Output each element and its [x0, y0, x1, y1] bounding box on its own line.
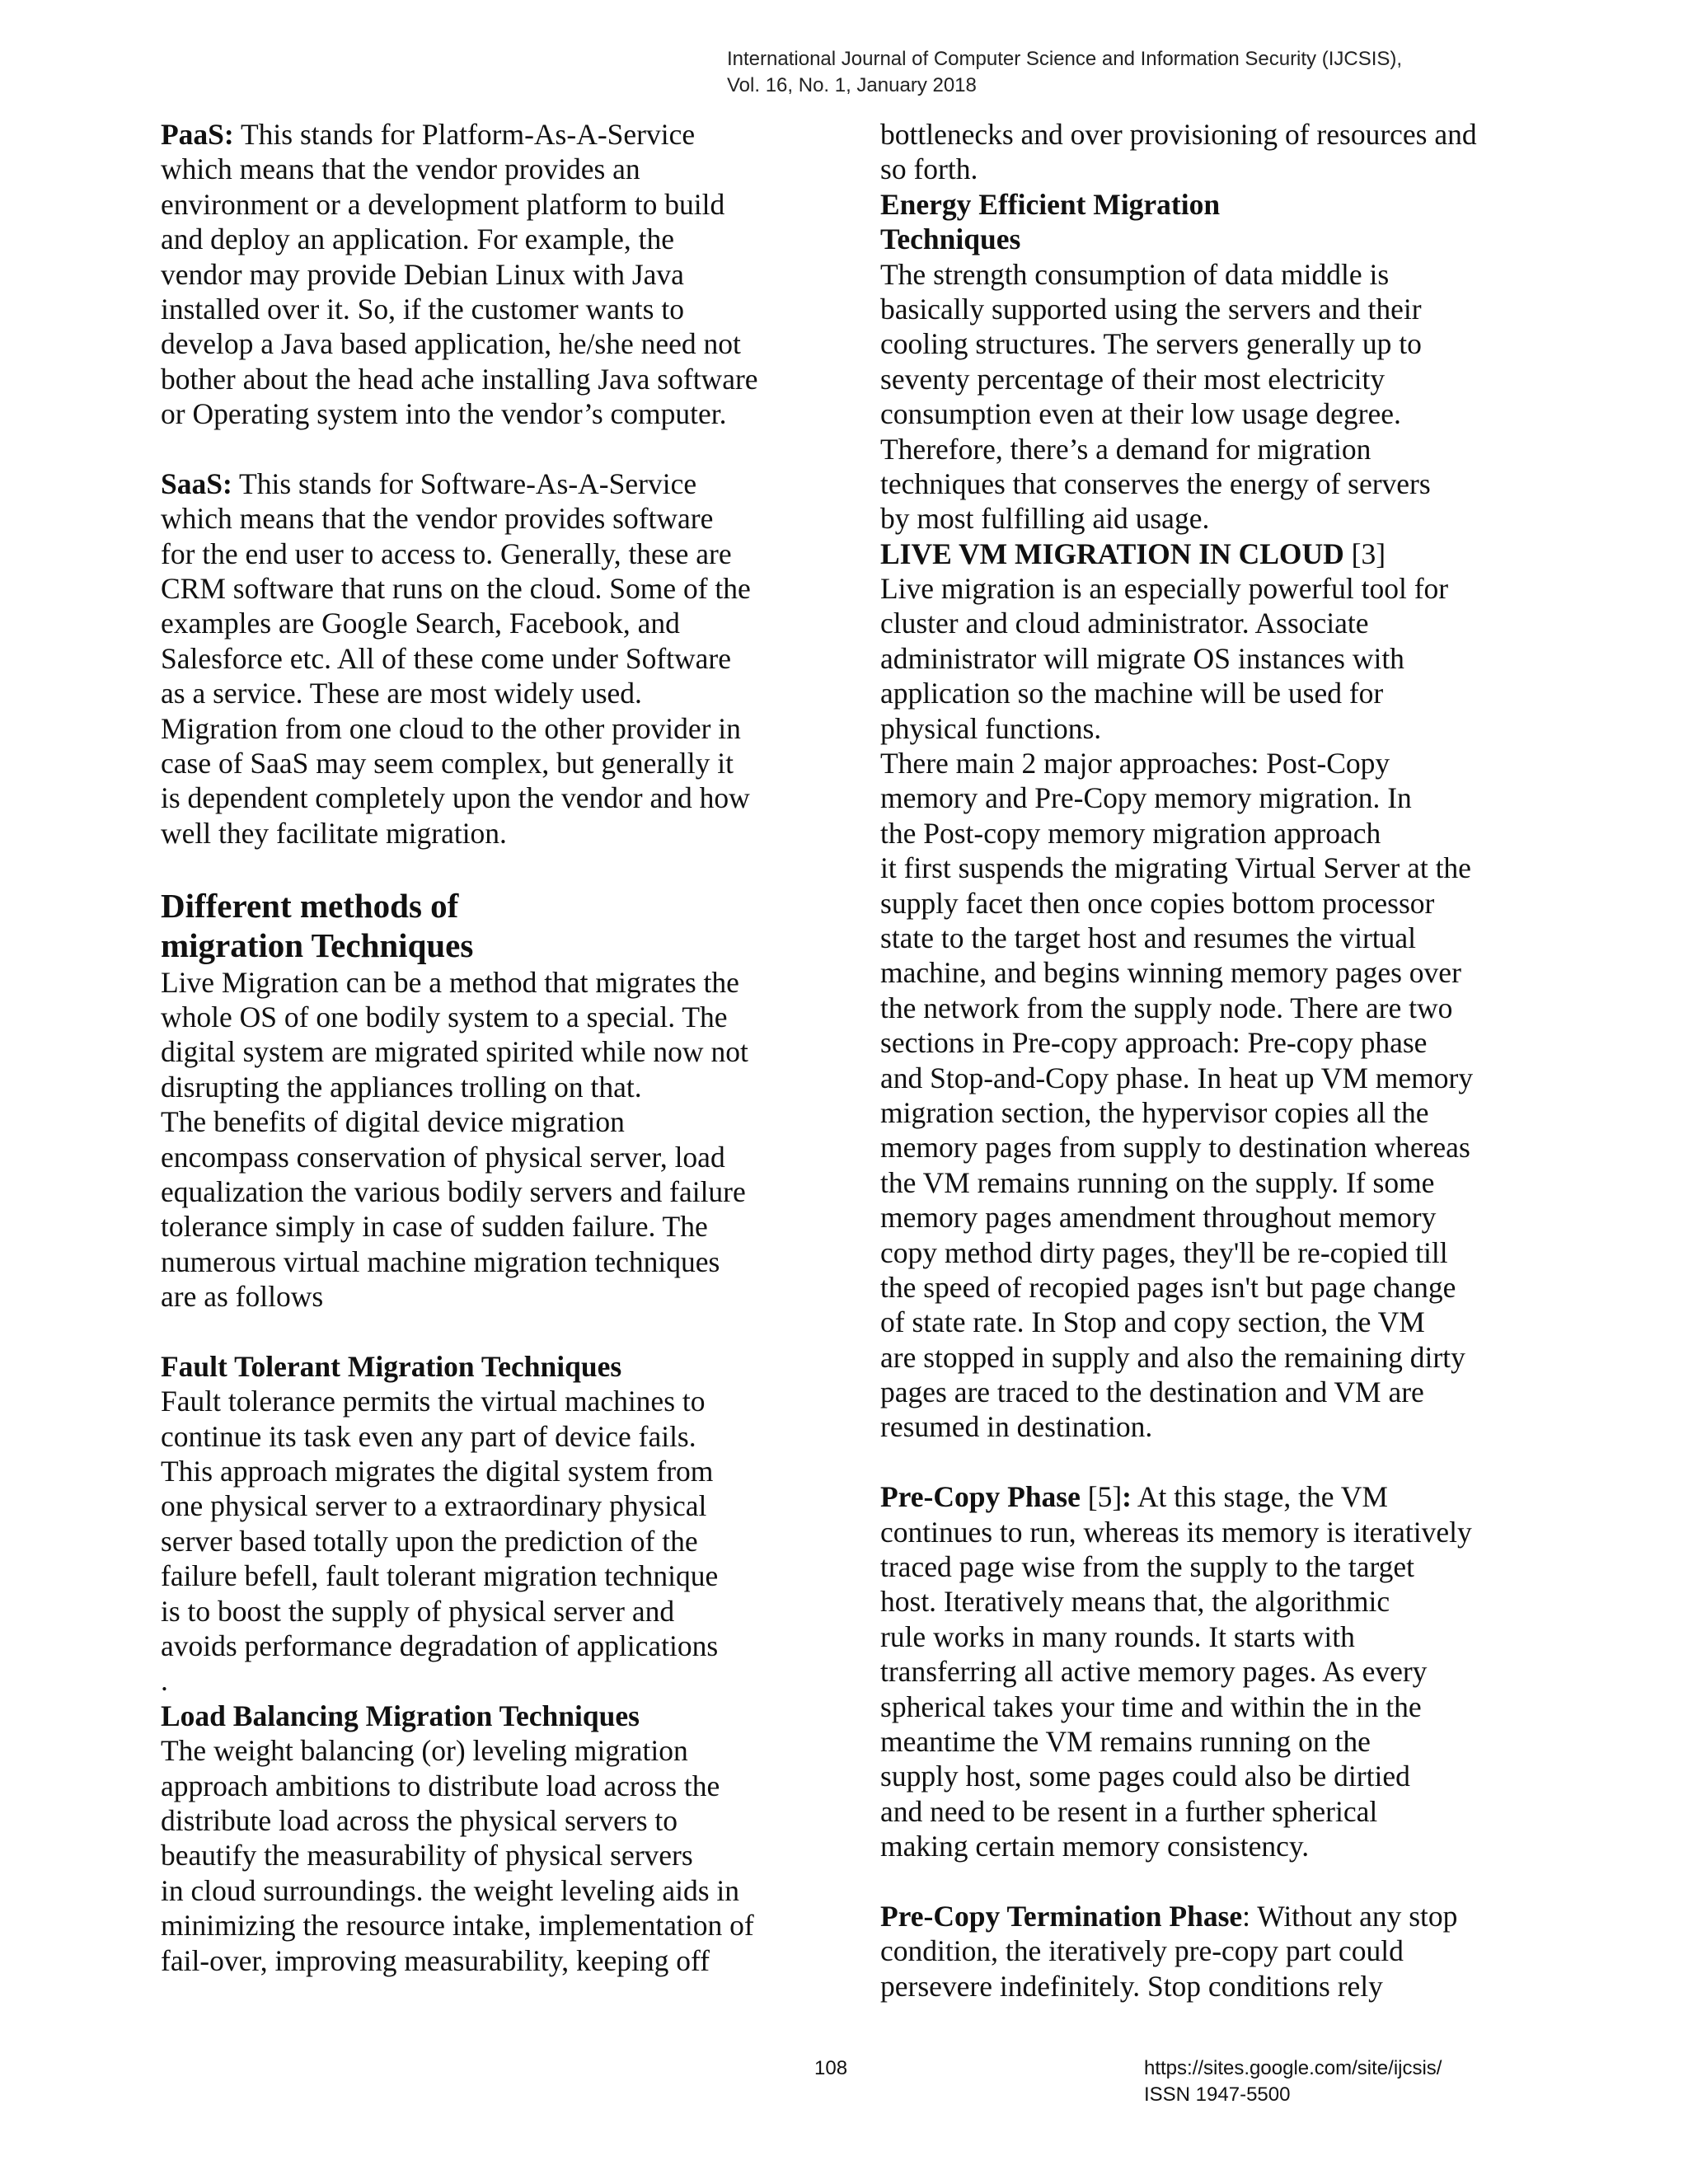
text-line [161, 117, 795, 152]
bold-term: : [1122, 1480, 1132, 1514]
section-heading: migration Techniques [161, 926, 474, 964]
text-line: so forth. [880, 152, 978, 186]
text-line: and need to be resent in a further spherical [880, 1794, 1378, 1828]
text-line [161, 1349, 795, 1384]
text-line: copy method dirty pages, they'll be re-copied till [880, 1235, 1448, 1269]
text-line: the Post-copy memory migration approach [880, 816, 1381, 850]
text-line: This approach migrates the digital system from [161, 1455, 714, 1488]
text-line: environment or a development platform to build [161, 187, 725, 221]
text-line [880, 222, 1515, 256]
text-line [880, 1479, 1515, 1514]
text-line: installed over it. So, if the customer wants to [161, 292, 684, 326]
text-line: vendor may provide Debian Linux with Java [161, 257, 684, 291]
paragraph-gap [161, 851, 795, 885]
paragraph-gap [161, 432, 795, 466]
text-line: digital system are migrated spirited while now not [161, 1035, 748, 1069]
text-line: cluster and cloud administrator. Associate [880, 607, 1369, 640]
right-column [880, 117, 1515, 2004]
page-number: 108 [814, 2057, 848, 2079]
left-column [161, 117, 795, 1978]
journal-url[interactable]: https://sites.google.com/site/ijcsis/ [1144, 2057, 1442, 2079]
text-line: pages are traced to the destination and VM are [880, 1376, 1424, 1409]
text-line [880, 187, 1515, 222]
text-line: beautify the measurability of physical servers [161, 1839, 693, 1872]
text-line: rule works in many rounds. It starts with [880, 1619, 1355, 1653]
journal-header [727, 46, 1402, 99]
text-line: disrupting the appliances trolling on that. [161, 1070, 642, 1104]
bold-term: Pre-Copy Termination Phase [880, 1899, 1243, 1933]
text-run: At this stage, the VM [1132, 1480, 1388, 1514]
text-line: resumed in destination. [880, 1410, 1153, 1444]
text-line: continue its task even any part of device fails. [161, 1419, 696, 1453]
text-line: consumption even at their low usage degree. [880, 397, 1401, 431]
text-line: server based totally upon the prediction of the [161, 1524, 698, 1558]
text-line: cooling structures. The servers generally up to [880, 327, 1422, 361]
text-line: continues to run, whereas its memory is iteratively [880, 1515, 1472, 1549]
text-run: : Without any stop [1242, 1899, 1458, 1933]
text-line: which means that the vendor provides software [161, 502, 714, 536]
text-line: are stopped in supply and also the remaining dirty [880, 1340, 1465, 1374]
text-line: memory pages from supply to destination whereas [880, 1131, 1470, 1165]
text-line: is to boost the supply of physical server and [161, 1594, 675, 1628]
text-line: Therefore, there’s a demand for migration [880, 432, 1372, 466]
text-line: The weight balancing (or) leveling migration [161, 1734, 688, 1768]
text-line: well they facilitate migration. [161, 816, 507, 850]
text-line: supply host, some pages could also be dirtied [880, 1760, 1410, 1793]
text-line: administrator will migrate OS instances with [880, 641, 1404, 675]
text-line: the VM remains running on the supply. If some [880, 1165, 1435, 1199]
text-line: bother about the head ache installing Java software [161, 362, 758, 396]
text-line: Live Migration can be a method that migrates the [161, 965, 739, 999]
text-line: Migration from one cloud to the other provider in [161, 711, 741, 745]
text-line: bottlenecks and over provisioning of resources and [880, 118, 1477, 151]
text-line: machine, and begins winning memory pages over [880, 956, 1461, 990]
text-line: it first suspends the migrating Virtual Server at the [880, 851, 1471, 885]
text-line: The benefits of digital device migration [161, 1105, 625, 1139]
text-run: This stands for Platform-As-A-Service [233, 118, 696, 151]
text-run: [5] [1080, 1480, 1123, 1514]
text-line: which means that the vendor provides an [161, 152, 640, 186]
text-line: Fault tolerance permits the virtual machines to [161, 1385, 706, 1418]
text-line: migration section, the hypervisor copies all the [880, 1095, 1429, 1129]
text-line: condition, the iteratively pre-copy part could [880, 1934, 1404, 1968]
text-line: encompass conservation of physical server, load [161, 1140, 725, 1174]
text-line: meantime the VM remains running on the [880, 1724, 1371, 1758]
text-run: [3] [1343, 537, 1386, 570]
text-line [161, 466, 795, 501]
text-line: are as follows [161, 1280, 324, 1314]
text-line: and Stop-and-Copy phase. In heat up VM memory [880, 1061, 1474, 1094]
paragraph-gap [161, 1315, 795, 1349]
text-line: avoids performance degradation of applications [161, 1629, 719, 1663]
text-line: memory and Pre-Copy memory migration. In [880, 781, 1412, 815]
text-line: application so the machine will be used for [880, 677, 1384, 710]
text-run: This stands for Software-As-A-Service [232, 466, 697, 500]
bold-term: PaaS: [161, 118, 234, 151]
text-line: There main 2 major approaches: Post-Copy [880, 747, 1390, 780]
paragraph-gap [880, 1445, 1515, 1479]
text-line: one physical server to a extraordinary physical [161, 1489, 707, 1523]
section-heading: Different methods of [161, 886, 459, 925]
text-line: examples are Google Search, Facebook, and [161, 607, 680, 640]
issn: ISSN 1947-5500 [1144, 2083, 1291, 2106]
text-line: supply facet then once copies bottom processor [880, 886, 1435, 920]
text-line [880, 537, 1515, 571]
bold-term: Techniques [880, 223, 1021, 256]
text-line: CRM software that runs on the cloud. Some of the [161, 572, 751, 606]
text-line: Live migration is an especially powerful tool for [880, 572, 1449, 606]
bold-term: LIVE VM MIGRATION IN CLOUD [880, 537, 1344, 570]
text-line: memory pages amendment throughout memory [880, 1201, 1437, 1235]
bold-term: Energy Efficient Migration [880, 187, 1221, 221]
footer-info [1144, 2055, 1442, 2108]
text-line: by most fulfilling aid usage. [880, 502, 1210, 536]
text-line: seventy percentage of their most electricity [880, 362, 1386, 396]
text-line: as a service. These are most widely used. [161, 677, 642, 710]
text-line: minimizing the resource intake, implementation of [161, 1909, 754, 1943]
text-line: state to the target host and resumes the virtual [880, 921, 1417, 954]
paragraph-gap [880, 1864, 1515, 1899]
text-line: numerous virtual machine migration techniques [161, 1244, 720, 1278]
text-line: Salesforce etc. All of these come under Software [161, 641, 731, 675]
text-line: or Operating system into the vendor’s computer. [161, 397, 727, 431]
text-line: tolerance simply in case of sudden failure. The [161, 1210, 708, 1244]
text-line: failure befell, fault tolerant migration technique [161, 1559, 719, 1593]
text-line: host. Iteratively means that, the algorithmic [880, 1585, 1390, 1619]
bold-term: Fault Tolerant Migration Techniques [161, 1349, 622, 1383]
text-line [161, 1699, 795, 1733]
journal-title: International Journal of Computer Science and Information Security (IJCSIS), [727, 48, 1403, 70]
text-line: in cloud surroundings. the weight leveling aids in [161, 1873, 740, 1907]
text-line: persevere indefinitely. Stop conditions rely [880, 1969, 1383, 2003]
text-line: distribute load across the physical servers to [161, 1803, 678, 1837]
text-line: traced page wise from the supply to the target [880, 1550, 1414, 1584]
text-line: sections in Pre-copy approach: Pre-copy phase [880, 1026, 1428, 1060]
text-line: case of SaaS may seem complex, but generally it [161, 747, 734, 780]
journal-volume: Vol. 16, No. 1, January 2018 [727, 74, 977, 96]
text-line: physical functions. [880, 711, 1102, 745]
text-line: of state rate. In Stop and copy section, the VM [880, 1305, 1425, 1339]
text-line: the network from the supply node. There are two [880, 991, 1453, 1024]
text-line: The strength consumption of data middle is [880, 257, 1390, 291]
text-line: making certain memory consistency. [880, 1830, 1310, 1863]
text-line: for the end user to access to. Generally, these are [161, 537, 732, 570]
text-line: fail-over, improving measurability, keeping off [161, 1943, 710, 1977]
text-line: techniques that conserves the energy of servers [880, 466, 1431, 500]
text-line [880, 1899, 1515, 1933]
bold-term: SaaS: [161, 466, 232, 500]
text-line: develop a Java based application, he/she need not [161, 327, 741, 361]
bold-term: Load Balancing Migration Techniques [161, 1699, 640, 1732]
text-line: approach ambitions to distribute load across the [161, 1769, 720, 1802]
bold-term: Pre-Copy Phase [880, 1480, 1081, 1514]
text-line: whole OS of one bodily system to a special. The [161, 1000, 728, 1033]
text-line: the speed of recopied pages isn't but page change [880, 1270, 1456, 1304]
text-line: basically supported using the servers and their [880, 292, 1422, 326]
text-line: and deploy an application. For example, the [161, 223, 675, 256]
text-line: spherical takes your time and within the in the [880, 1690, 1422, 1723]
text-line: equalization the various bodily servers and failure [161, 1174, 746, 1208]
text-line: is dependent completely upon the vendor and how [161, 781, 750, 815]
text-line: . [161, 1664, 168, 1698]
text-line: transferring all active memory pages. As every [880, 1655, 1428, 1689]
